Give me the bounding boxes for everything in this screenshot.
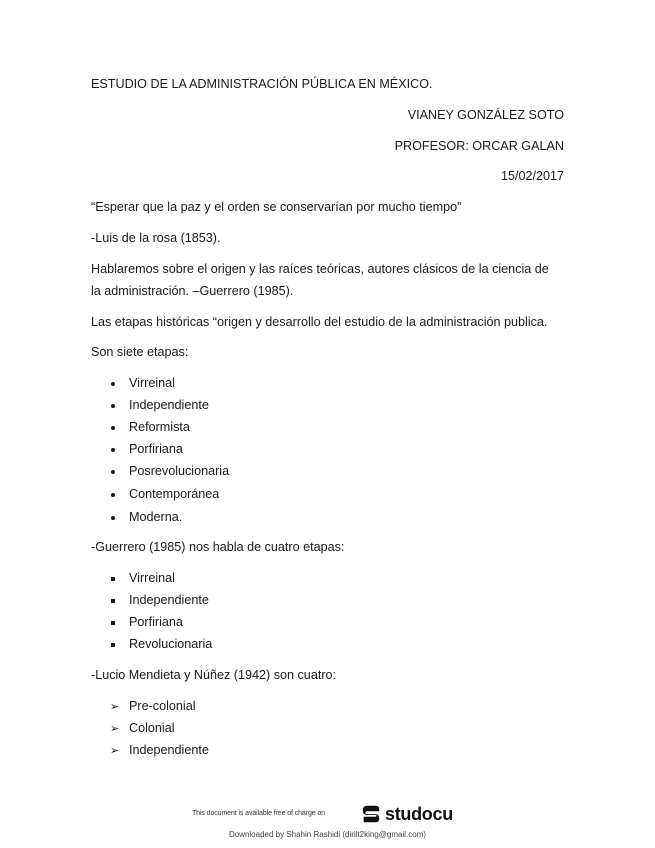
bullet-square-icon	[111, 621, 115, 625]
bullet-dot-icon	[111, 382, 115, 386]
stages-intro: Las etapas históricas “origen y desarrollo del estudio de la administración publica.	[91, 315, 548, 329]
quote-author: -Luis de la rosa (1853).	[91, 231, 221, 245]
list-item: Reformista	[110, 419, 190, 435]
list-item: ➢ Colonial	[110, 721, 175, 735]
bullet-dot-icon	[111, 448, 115, 452]
arrow-bullet-icon: ➢	[110, 701, 120, 713]
seven-stages-label: Son siete etapas:	[91, 345, 189, 359]
guerrero-label: -Guerrero (1985) nos habla de cuatro etapas:	[91, 540, 345, 554]
professor-name: PROFESOR: ORCAR GALAN	[394, 139, 564, 153]
list-item: Porfiriana	[110, 614, 183, 630]
list-item: ➢ Independiente	[110, 743, 209, 757]
bullet-square-icon	[111, 599, 115, 603]
quote-text: “Esperar que la paz y el orden se conservarían por mucho tiempo”	[91, 200, 462, 214]
author-name: VIANEY GONZÁLEZ SOTO	[407, 108, 564, 122]
studocu-brand: studocu	[385, 803, 453, 824]
list-item: Independiente	[110, 592, 209, 608]
bullet-dot-icon	[111, 516, 115, 520]
list-item: Porfiriana	[110, 441, 183, 457]
bullet-dot-icon	[111, 404, 115, 408]
studocu-logo-icon	[360, 803, 382, 825]
list-item: Revolucionaria	[110, 636, 212, 652]
paragraph-line-1: Hablaremos sobre el origen y las raíces teóricas, autores clásicos de la ciencia de	[91, 262, 549, 276]
arrow-bullet-icon: ➢	[110, 745, 120, 757]
document-date: 15/02/2017	[500, 169, 564, 183]
bullet-square-icon	[111, 643, 115, 647]
availability-note: This document is available free of charge on	[192, 810, 325, 817]
list-item: Moderna.	[110, 509, 182, 525]
bullet-dot-icon	[111, 426, 115, 430]
list-item: Contemporánea	[110, 486, 219, 502]
bullet-dot-icon	[111, 493, 115, 497]
paragraph-line-2: la administración. –Guerrero (1985).	[91, 284, 294, 298]
list-item: Posrevolucionaria	[110, 463, 229, 479]
mendieta-label: -Lucio Mendieta y Núñez (1942) son cuatro:	[91, 668, 337, 682]
studocu-logo[interactable]	[360, 802, 453, 826]
arrow-bullet-icon: ➢	[110, 723, 120, 735]
list-item: Virreinal	[110, 375, 175, 391]
document-title: ESTUDIO DE LA ADMINISTRACIÓN PÚBLICA EN MÉXICO.	[91, 77, 433, 91]
bullet-square-icon	[111, 577, 115, 581]
list-item: Virreinal	[110, 570, 175, 586]
list-item: Independiente	[110, 397, 209, 413]
bullet-dot-icon	[111, 470, 115, 474]
download-note: Downloaded by Shahin Rashidi (dirilt2king@gmail.com)	[228, 830, 427, 839]
list-item: ➢ Pre-colonial	[110, 699, 196, 713]
